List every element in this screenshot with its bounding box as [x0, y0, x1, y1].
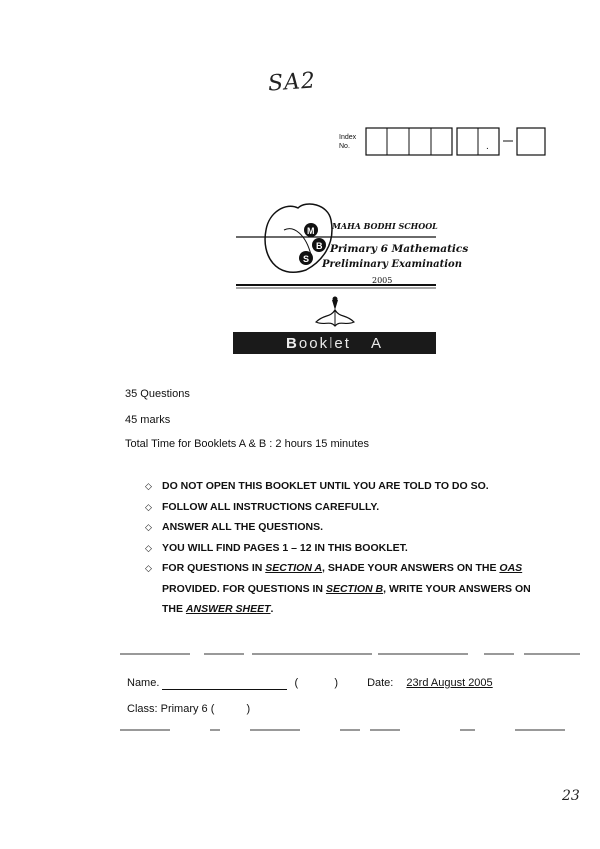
class-label: Class: Primary 6 ( [127, 703, 215, 715]
instruction-item: ◇ FOR QUESTIONS IN SECTION A, SHADE YOUR ANSWERS ON THE OAS PROVIDED. FOR QUESTIONS IN SECTION B, WRITE YOUR ANSWERS ON THE ANSWER SHEET. [145, 558, 545, 620]
svg-text:S: S [303, 254, 310, 264]
school-name: MAHA BODHI SCHOOL [332, 221, 438, 231]
register-number-field[interactable] [301, 677, 331, 689]
divider-top [120, 653, 580, 655]
date-label: Date: [367, 677, 394, 689]
booklet-title-bar [233, 332, 436, 354]
svg-text:M: M [307, 226, 315, 236]
booklet-letter: A [370, 334, 383, 352]
subject-title: Primary 6 Mathematics [330, 243, 469, 255]
total-time: Total Time for Booklets A & B : 2 hours 15 minutes [125, 438, 369, 450]
booklet-word: Booklet [286, 334, 351, 352]
name-field[interactable] [162, 677, 287, 690]
torch-emblem-icon [312, 296, 358, 330]
instruction-item: ◇ FOLLOW ALL INSTRUCTIONS CAREFULLY. [145, 497, 545, 518]
divider-bottom [120, 729, 580, 731]
instruction-item: ◇ DO NOT OPEN THIS BOOKLET UNTIL YOU ARE TOLD TO DO SO. [145, 476, 545, 497]
instructions-list [145, 476, 545, 620]
date-value: 23rd August 2005 [406, 677, 493, 689]
handwritten-page-count: 23 [562, 788, 580, 804]
class-row: Class: Primary 6 ( ) [127, 703, 251, 715]
name-label: Name. [127, 677, 160, 689]
question-count: 35 Questions [125, 388, 190, 400]
handwritten-sa2: SA2 [267, 68, 317, 97]
index-dot: . [486, 141, 489, 152]
index-label: Index No. [339, 134, 357, 150]
index-number-boxes[interactable] [365, 127, 547, 157]
instruction-item: ◇ YOU WILL FIND PAGES 1 – 12 IN THIS BOOKLET. [145, 538, 545, 559]
exam-title: Preliminary Examination [322, 259, 462, 270]
total-marks: 45 marks [125, 414, 171, 426]
class-field[interactable] [217, 703, 243, 715]
exam-year: 2005 [372, 276, 393, 285]
svg-text:B: B [316, 241, 323, 251]
name-date-row: Name. ( ) Date: 23rd August 2005 [127, 677, 493, 689]
instruction-item: ◇ ANSWER ALL THE QUESTIONS. [145, 517, 545, 538]
